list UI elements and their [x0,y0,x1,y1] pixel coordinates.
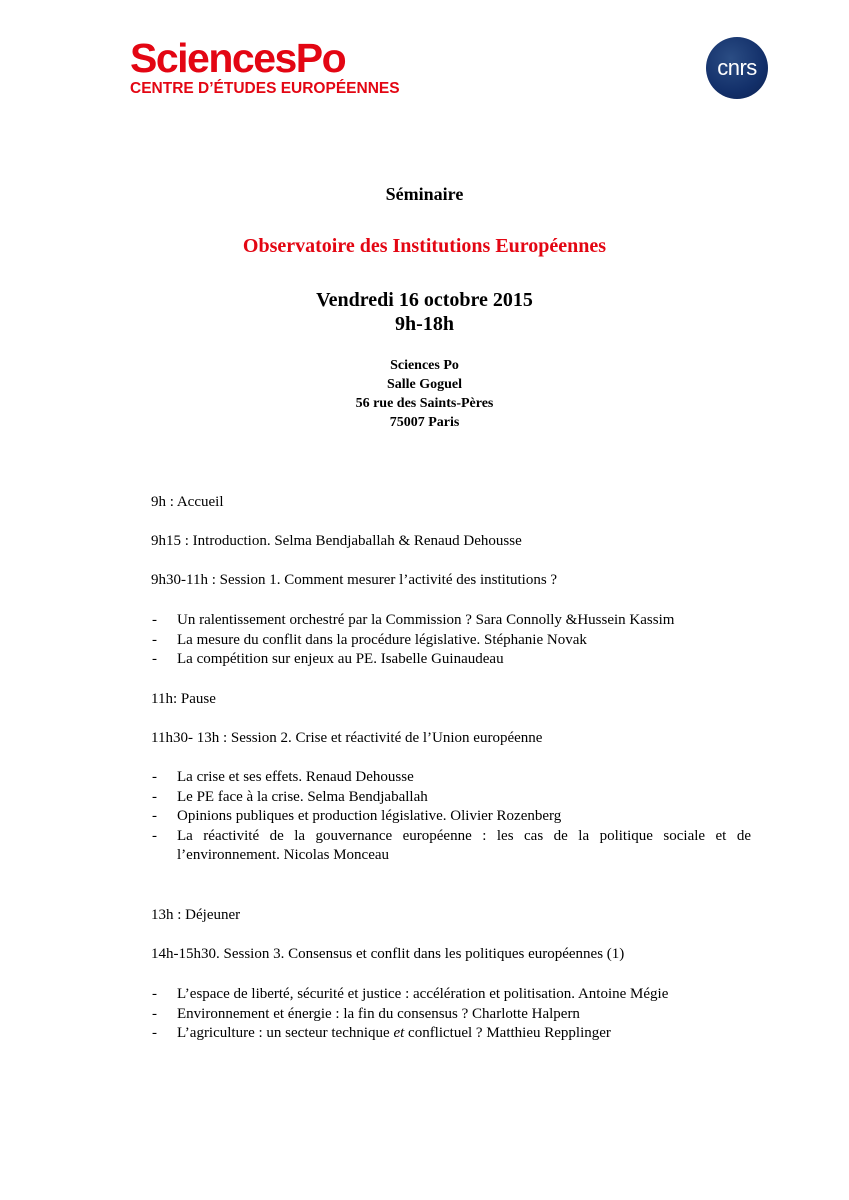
address-line: 56 rue des Saints-Pères [355,396,494,411]
seminar-time: 9h-18h [395,313,454,335]
cnrs-logo-text: cnrs [717,55,757,80]
address-line: Salle Goguel [386,377,463,392]
session1-list [151,611,751,670]
list-item-italic: et [393,1025,405,1041]
session2-title: 11h30- 13h : Session 2. Crise et réactivité de l’Union européenne [151,730,543,746]
list-item: - Environnement et énergie : la fin du consensus ? Charlotte Halpern [151,1005,751,1025]
venue-address [0,356,849,432]
list-item [151,1024,751,1044]
list-item-text: L’agriculture : un secteur technique [177,1025,394,1041]
session3-list [151,985,751,1044]
list-item-text: conflictuel ? Matthieu Repplinger [404,1025,611,1041]
sciencespo-logo [130,35,400,98]
program-pause: 11h: Pause [151,691,216,707]
list-item: - La compétition sur enjeux au PE. Isabelle Guinaudeau [151,650,751,670]
program-introduction: 9h15 : Introduction. Selma Bendjaballah & Renaud Dehousse [151,533,522,549]
address-line: 75007 Paris [389,415,460,430]
list-item: - La réactivité de la gouvernance européenne : les cas de la politique sociale et de l’environnement. Nicolas Monceau [151,827,751,866]
seminar-date-block [0,288,849,336]
session1-title: 9h30-11h : Session 1. Comment mesurer l’activité des institutions ? [151,572,558,588]
program-dejeuner: 13h : Déjeuner [151,907,241,923]
logo-brand: SciencesPo [130,35,346,81]
list-item: - Opinions publiques et production législative. Olivier Rozenberg [151,807,751,827]
seminar-title: Observatoire des Institutions Européennes [242,235,607,257]
program-accueil: 9h : Accueil [151,494,224,510]
seminar-heading: Séminaire [385,184,464,204]
list-item: - L’espace de liberté, sécurité et justice : accélération et politisation. Antoine Mégie [151,985,751,1005]
seminar-date: Vendredi 16 octobre 2015 [316,289,533,311]
list-item: - La crise et ses effets. Renaud Dehousse [151,768,751,788]
address-line: Sciences Po [390,358,459,373]
session3-title: 14h-15h30. Session 3. Consensus et conflit dans les politiques européennes (1) [151,946,625,962]
cnrs-logo [706,37,768,99]
logo-subtitle: CENTRE D’ÉTUDES EUROPÉENNES [130,80,400,97]
session2-list [151,768,751,866]
list-item: - La mesure du conflit dans la procédure législative. Stéphanie Novak [151,631,751,651]
list-item: - Le PE face à la crise. Selma Bendjaballah [151,788,751,808]
list-item: - Un ralentissement orchestré par la Commission ? Sara Connolly &Hussein Kassim [151,611,751,631]
